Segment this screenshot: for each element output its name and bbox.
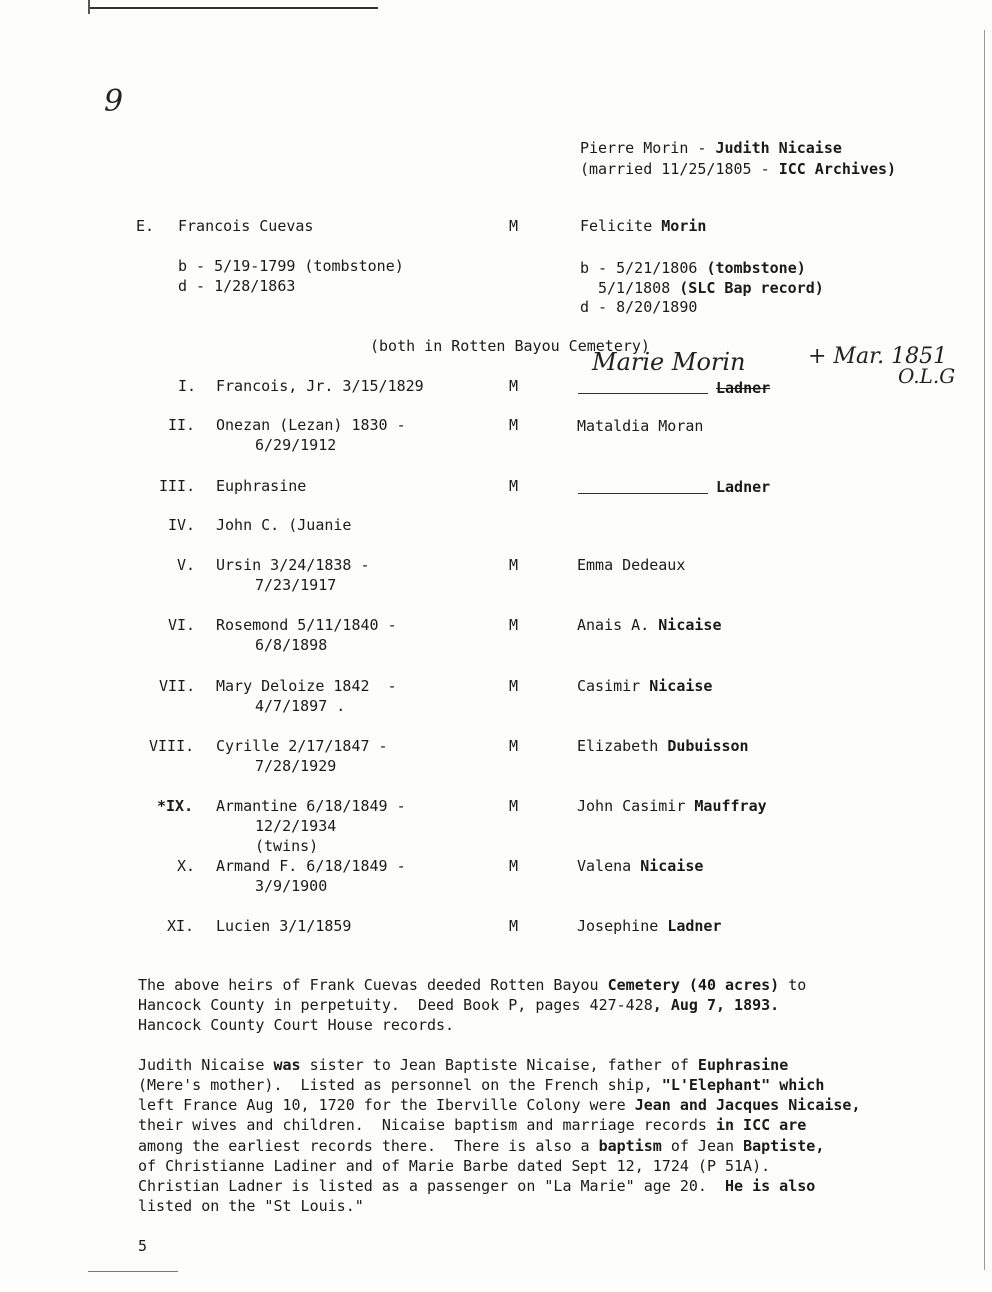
header-line-2: (married 11/25/1805 - ICC Archives) <box>580 160 897 178</box>
child-info: Mary Deloize 1842 - <box>216 677 397 695</box>
child-death: 7/23/1917 <box>255 576 337 594</box>
paragraph-line: Hancock County in perpetuity. Deed Book P, pages 427-428, Aug 7, 1893. <box>138 996 780 1014</box>
blank-line <box>578 393 708 394</box>
spouse-name: Valena Nicaise <box>577 857 704 875</box>
paragraph-line: Christian Ladner is listed as a passenger on "La Marie" age 20. He is also <box>138 1177 816 1195</box>
wife-birth: b - 5/21/1806 (tombstone) <box>580 259 806 277</box>
blank-line <box>578 493 708 494</box>
married-marker: M <box>509 416 519 434</box>
spouse-name: Anais A. Nicaise <box>577 616 722 634</box>
spouse-name: John Casimir Mauffray <box>577 797 767 815</box>
margin-mark: 9 <box>104 84 124 119</box>
spouse-name: Josephine Ladner <box>577 917 722 935</box>
married-marker: M <box>509 377 519 395</box>
paragraph-line: (Mere's mother). Listed as personnel on the French ship, "L'Elephant" which <box>138 1076 825 1094</box>
parents-married-marker: M <box>509 217 519 235</box>
spouse-surname: Ladner <box>716 478 771 496</box>
spouse-name: Mataldia Moran <box>577 417 704 435</box>
top-edge-rule <box>88 7 378 9</box>
married-marker: M <box>509 737 519 755</box>
handwritten-spouse-name: Marie Morin <box>592 348 746 376</box>
burial-note: (both in Rotten Bayou Cemetery) <box>370 337 650 355</box>
child-death: 7/28/1929 <box>255 757 337 775</box>
child-info: Onezan (Lezan) 1830 - <box>216 416 406 434</box>
child-info: Euphrasine <box>216 477 307 495</box>
paragraph-line: The above heirs of Frank Cuevas deeded Rotten Bayou Cemetery (40 acres) to <box>138 976 807 994</box>
paragraph-line: of Christianne Ladiner and of Marie Barbe dated Sept 12, 1724 (P 51A). <box>138 1157 771 1175</box>
wife-death: d - 8/20/1890 <box>580 298 698 316</box>
child-number: I. <box>178 377 197 395</box>
married-marker: M <box>509 917 519 935</box>
married-marker: M <box>509 477 519 495</box>
child-info: Lucien 3/1/1859 <box>216 917 352 935</box>
paragraph-line: among the earliest records there. There is also a baptism of Jean Baptiste, <box>138 1137 825 1155</box>
header-line-1: Pierre Morin - Judith Nicaise <box>580 139 842 157</box>
husband-birth: b - 5/19-1799 (tombstone) <box>178 257 404 275</box>
child-death: 6/29/1912 <box>255 436 337 454</box>
child-info: Armantine 6/18/1849 - <box>216 797 406 815</box>
left-edge-mark <box>88 0 90 14</box>
married-marker: M <box>509 556 519 574</box>
bottom-edge-rule <box>88 1271 178 1272</box>
child-info: Ursin 3/24/1838 - <box>216 556 370 574</box>
spouse-name: Casimir Nicaise <box>577 677 713 695</box>
married-marker: M <box>509 857 519 875</box>
child-info: Rosemond 5/11/1840 - <box>216 616 397 634</box>
husband-name: Francois Cuevas <box>178 217 314 235</box>
child-info: John C. (Juanie <box>216 516 352 534</box>
child-death: 6/8/1898 <box>255 636 328 654</box>
child-number: *IX. <box>157 797 194 815</box>
child-info: Armand F. 6/18/1849 - <box>216 857 406 875</box>
paragraph-line: left France Aug 10, 1720 for the Iberville Colony were Jean and Jacques Nicaise, <box>138 1096 861 1114</box>
paragraph-line: listed on the "St Louis." <box>138 1197 364 1215</box>
paragraph-line: Hancock County Court House records. <box>138 1016 455 1034</box>
child-number: V. <box>177 556 196 574</box>
handwritten-marriage-date: + Mar. 1851 <box>808 344 948 369</box>
child-death: 12/2/1934 <box>255 817 337 835</box>
child-death: 4/7/1897 . <box>255 697 346 715</box>
twins-note: (twins) <box>255 837 319 855</box>
spouse-surname-struck: Ladner <box>716 379 771 397</box>
page-number: 5 <box>138 1237 148 1255</box>
married-marker: M <box>509 616 519 634</box>
child-number: XI. <box>167 917 195 935</box>
paragraph-line: their wives and children. Nicaise baptism and marriage records in ICC are <box>138 1116 807 1134</box>
child-death: 3/9/1900 <box>255 877 328 895</box>
spouse-name: Emma Dedeaux <box>577 556 686 574</box>
child-number: III. <box>159 477 196 495</box>
child-number: VI. <box>168 616 196 634</box>
child-number: VII. <box>159 677 196 695</box>
child-info: Cyrille 2/17/1847 - <box>216 737 388 755</box>
parent-letter: E. <box>136 217 155 235</box>
child-number: VIII. <box>149 737 195 755</box>
child-number: X. <box>177 857 196 875</box>
child-info: Francois, Jr. 3/15/1829 <box>216 377 424 395</box>
married-marker: M <box>509 797 519 815</box>
married-marker: M <box>509 677 519 695</box>
spouse-name: Elizabeth Dubuisson <box>577 737 749 755</box>
paragraph-line: Judith Nicaise was sister to Jean Baptiste Nicaise, father of Euphrasine <box>138 1056 789 1074</box>
wife-name: Felicite Morin <box>580 217 707 235</box>
child-number: IV. <box>168 516 196 534</box>
child-number: II. <box>168 416 196 434</box>
right-edge-line <box>984 30 985 1270</box>
wife-birth-alt: 5/1/1808 (SLC Bap record) <box>598 279 824 297</box>
handwritten-initials: O.L.G <box>898 364 956 388</box>
husband-death: d - 1/28/1863 <box>178 277 296 295</box>
